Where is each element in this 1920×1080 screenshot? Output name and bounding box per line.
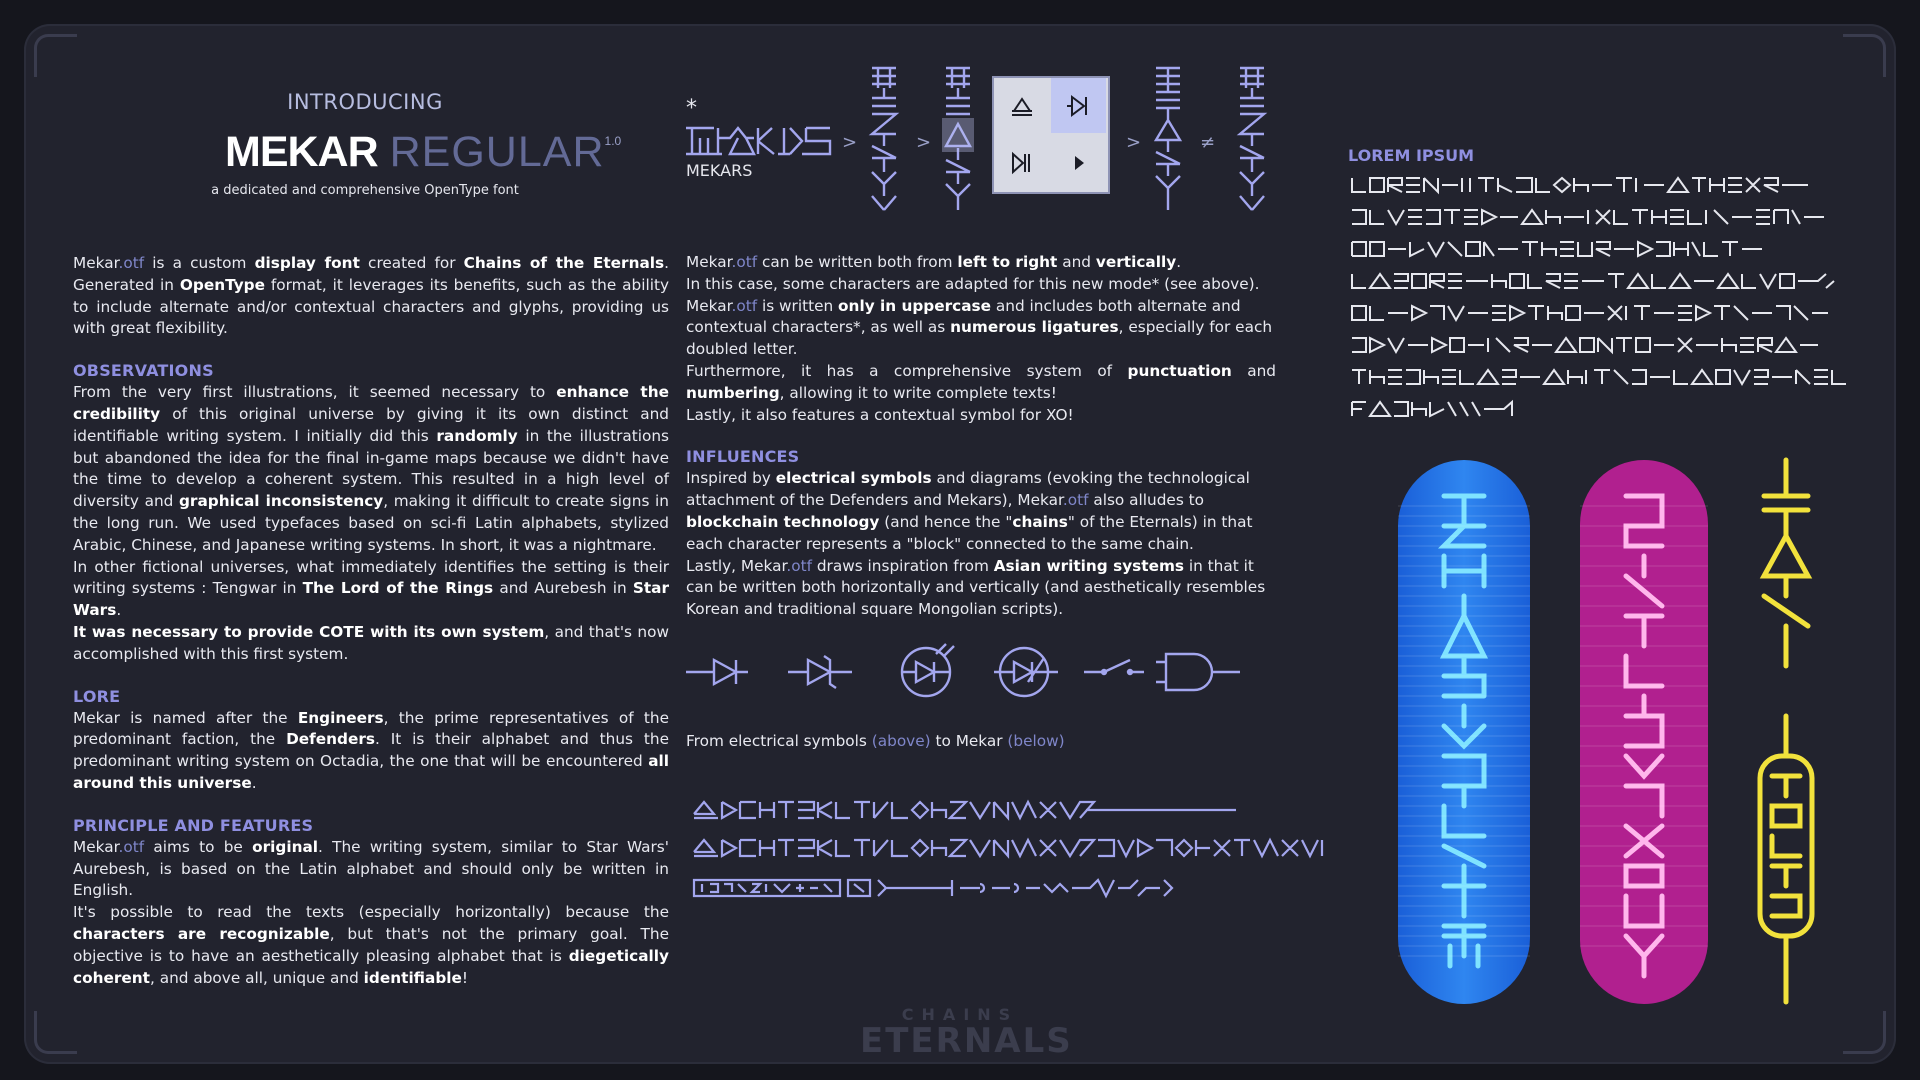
text: is written <box>757 296 839 315</box>
intro-label: INTRODUCING <box>287 90 443 114</box>
bold-text: Chains of the Eternals <box>463 254 665 272</box>
observations-heading: OBSERVATIONS <box>73 361 214 381</box>
gt-arrow: > <box>1126 132 1142 153</box>
principle-paragraph-2 <box>73 902 669 989</box>
principle-heading: PRINCIPLE AND FEATURES <box>73 815 314 835</box>
lore-heading: LORE <box>73 686 121 706</box>
version-label: 1.0 <box>604 134 622 148</box>
bold-text: left to right <box>957 253 1058 271</box>
frame-corner <box>34 1011 77 1054</box>
gt-arrow: > <box>916 132 932 153</box>
influences-paragraph <box>686 468 1276 555</box>
text: aims to be <box>144 837 253 856</box>
glyph-cell <box>994 78 1049 133</box>
glyph-cell <box>1051 135 1106 190</box>
bold-text: numbering <box>686 383 780 402</box>
caption-note: (above) <box>871 732 931 750</box>
neon-sign-blue <box>1394 456 1534 1008</box>
text: Furthermore, it has a comprehensive system of <box>686 361 1128 380</box>
text: draws inspiration from <box>811 556 994 575</box>
text: to Mekar <box>930 732 1008 750</box>
influences-paragraph-2 <box>686 556 1276 621</box>
mekars-label: MEKARS <box>686 161 753 180</box>
influences-heading: INFLUENCES <box>686 447 800 467</box>
bold-text: only in uppercase <box>838 296 992 315</box>
text: and <box>1057 253 1096 271</box>
bold-text: OpenType <box>179 275 266 294</box>
otf-label: .otf <box>118 837 145 856</box>
glyph-icon <box>1064 91 1094 121</box>
bold-text: punctuation <box>1127 361 1232 380</box>
gt-arrow: > <box>842 132 858 153</box>
text: and <box>1231 361 1276 380</box>
and-gate-icon <box>1156 654 1240 690</box>
text: " of the Eternals) in that each character represents a "block" connected to the same chain. <box>686 512 1253 553</box>
lorem-mekar-text <box>1348 176 1868 426</box>
transistor-diode-icon <box>994 648 1058 696</box>
features-paragraph-4 <box>686 361 1276 405</box>
observations-paragraph <box>73 382 669 556</box>
text: of this original universe by giving it its own distinct and identifiable writing system. I initially did this <box>73 404 669 445</box>
glyph-adaptation-box <box>992 76 1110 194</box>
observations-paragraph-2 <box>73 557 669 622</box>
text: , allowing it to write complete texts! <box>779 383 1057 402</box>
title-light: REGULAR <box>389 128 605 176</box>
mekars-horizontal-glyphs <box>684 124 834 158</box>
observations-paragraph-3 <box>73 622 669 666</box>
text: in that it can be written both horizontally and vertically (and aesthetically resembles Korean and traditional square Mongolian scripts). <box>686 556 1266 619</box>
text: created for <box>359 254 464 272</box>
chains-eternals-logo <box>860 1005 1073 1061</box>
text: , and that's now accomplished with this first system. <box>73 622 669 663</box>
left-column <box>73 253 669 989</box>
glyph-icon <box>1007 148 1037 178</box>
text: also alludes to <box>1088 491 1205 510</box>
vertical-glyphs-4 <box>1236 64 1268 214</box>
otf-label: .otf <box>786 556 812 575</box>
lorem-heading: LOREM IPSUM <box>1348 146 1475 165</box>
text: and includes both alternate and contextual characters*, as well as <box>686 296 1241 337</box>
text: Inspired by <box>686 469 776 488</box>
vertical-glyphs-1 <box>868 64 900 214</box>
otf-label: .otf <box>118 254 145 272</box>
text: Mekar <box>73 254 119 272</box>
led-icon <box>902 644 954 696</box>
bold-text: Engineers <box>297 708 384 727</box>
text: , the prime representatives of the predominant faction, the <box>73 708 669 749</box>
text: , especially for each doubled letter. <box>686 318 1273 359</box>
text: It's possible to read the texts (especially horizontally) because the <box>73 903 669 922</box>
lore-paragraph <box>73 708 669 795</box>
diode-icon <box>686 660 748 684</box>
asterisk-mark: * <box>686 96 697 121</box>
mekar-alphabet-rows <box>690 794 1380 914</box>
text: can be written both from <box>757 253 958 271</box>
not-equal-sign: ≠ <box>1200 132 1216 153</box>
bold-text: Asian writing systems <box>993 556 1184 575</box>
principle-paragraph <box>73 837 669 902</box>
features-paragraph <box>686 252 1276 274</box>
bold-text: It was necessary to provide COTE with its own system <box>73 622 545 641</box>
text: In other fictional universes, what immediately identifies the setting is their writing systems : Tengwar in <box>73 557 669 598</box>
text: . <box>1176 253 1182 271</box>
bold-text: electrical symbols <box>775 469 932 488</box>
text: Mekar is named after the <box>73 708 298 727</box>
text: is a custom <box>144 254 255 272</box>
bold-text: vertically <box>1095 253 1177 271</box>
text: Mekar <box>686 296 732 315</box>
text: , but that's not the primary goal. The objective is to have an aesthetically pleasing alphabet that is <box>73 924 669 965</box>
frame-corner <box>1843 1011 1886 1054</box>
bold-text: blockchain technology <box>686 512 880 531</box>
text: Mekar <box>73 837 119 856</box>
middle-column <box>686 252 1276 621</box>
glyph-cell <box>1051 78 1106 133</box>
text: Mekar <box>686 253 732 271</box>
zener-diode-icon <box>788 656 852 688</box>
text: . It is their alphabet and thus the predominant writing system on Octadia, the one that will be encountered <box>73 730 669 771</box>
text: From electrical symbols <box>686 732 872 750</box>
text: (and hence the " <box>879 512 1013 531</box>
title-bold: MEKAR <box>225 128 378 176</box>
logo-line2: ETERNALS <box>860 1021 1073 1061</box>
text: format, it leverages its benefits, such as the ability to include alternate and/or contextual characters and glyphs, providing us with great flexibility. <box>73 275 669 338</box>
bold-text: diegetically coherent <box>73 946 669 987</box>
otf-label: .otf <box>731 296 758 315</box>
play-icon <box>1064 148 1094 178</box>
text: . <box>251 773 257 792</box>
bold-text: numerous ligatures <box>950 318 1119 337</box>
text: , making it difficult to create signs in the long run. We used typefaces based on sci-fi Latin alphabets, stylized Arabic, Chinese, and Japanese writing systems. In short, it was a nightmare. <box>73 492 669 554</box>
switch-icon <box>1084 660 1144 674</box>
features-paragraph-3 <box>686 296 1276 361</box>
glyph-icon <box>1007 91 1037 121</box>
electrical-symbols-row <box>684 642 1244 702</box>
text: in the illustrations but abandoned the idea for the final in-game maps because we didn't have the time to develop a coherent system. This resulted in a high level of diversity and <box>73 426 670 511</box>
neon-sign-magenta <box>1576 456 1712 1008</box>
bold-text: identifiable <box>363 968 462 987</box>
bold-text: original <box>252 837 319 856</box>
bold-text: enhance the credibility <box>73 383 670 423</box>
neon-sign-yellow <box>1746 456 1826 1008</box>
bold-text: The Lord of the Rings <box>302 579 494 598</box>
tagline: a dedicated and comprehensive OpenType font <box>211 183 519 198</box>
glyph-cell <box>994 135 1049 190</box>
features-paragraph-5: Lastly, it also features a contextual symbol for XO! <box>686 405 1074 424</box>
bold-text: display font <box>254 254 360 272</box>
text: . The writing system, similar to Star Wars' Aurebesh, is based on the Latin alphabet and should only be written in English. <box>73 837 669 900</box>
features-paragraph-2: In this case, some characters are adapted for this new mode* (see above). <box>686 274 1260 293</box>
bold-text: randomly <box>436 426 518 445</box>
otf-label: .otf <box>1062 491 1089 510</box>
text: From the very first illustrations, it seemed necessary to <box>73 383 557 402</box>
text: and diagrams (evoking the technological attachment of the Defenders and Mekars), Mekar <box>686 469 1250 510</box>
text: and Aurebesh in <box>493 579 633 598</box>
otf-label: .otf <box>731 253 758 271</box>
bold-text: Defenders <box>286 730 376 749</box>
vertical-glyphs-3 <box>1152 64 1184 214</box>
bold-text: graphical inconsistency <box>178 492 384 511</box>
intro-paragraph <box>73 253 669 340</box>
bold-text: Star Wars <box>73 579 670 620</box>
bold-text: all around this universe <box>73 752 669 792</box>
vertical-glyphs-2 <box>942 64 974 214</box>
frame-corner <box>34 34 77 77</box>
text: , and above all, unique and <box>149 968 364 987</box>
text: Lastly, Mekar <box>686 556 787 575</box>
font-title <box>225 128 622 177</box>
caption-note: (below) <box>1007 732 1065 750</box>
frame-corner <box>1843 34 1886 77</box>
bold-text: characters are recognizable <box>73 924 330 943</box>
symbols-caption <box>686 732 1065 750</box>
text: . Generated in <box>73 254 669 294</box>
logo-line1: CHAINS <box>901 1005 1019 1024</box>
text: ! <box>461 968 469 987</box>
bold-text: chains <box>1012 512 1068 531</box>
text: . <box>116 601 122 620</box>
